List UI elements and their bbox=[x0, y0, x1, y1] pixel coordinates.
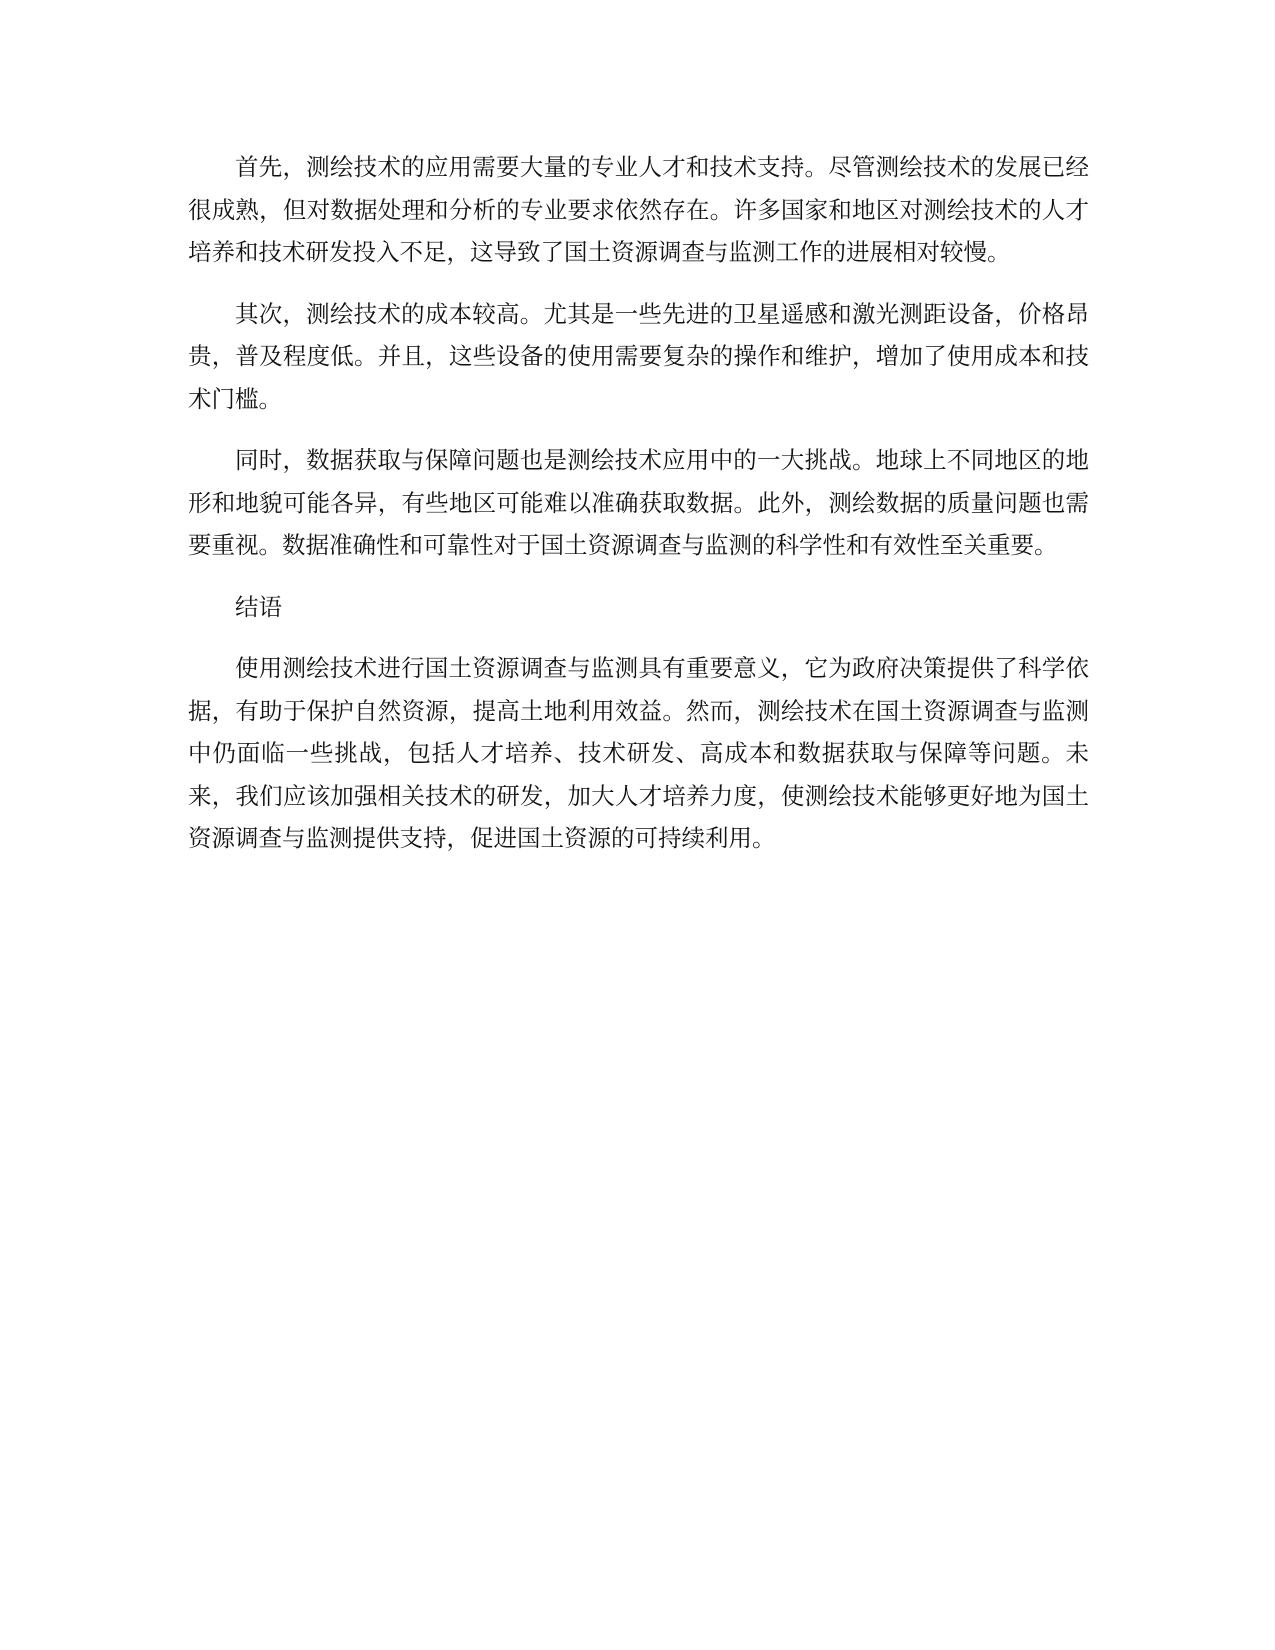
paragraph-data-acquisition: 同时，数据获取与保障问题也是测绘技术应用中的一大挑战。地球上不同地区的地形和地貌可能各异，有些地区可能难以准确获取数据。此外，测绘数据的质量问题也需要重视。数据准确性和可靠性对于国土资源调查与监测的科学性和有效性至关重要。 bbox=[188, 446, 1089, 559]
paragraph-talent-and-support: 首先，测绘技术的应用需要大量的专业人才和技术支持。尽管测绘技术的发展已经很成熟，但对数据处理和分析的专业要求依然存在。许多国家和地区对测绘技术的人才培养和技术研发投入不足，这导致了国土资源调查与监测工作的进展相对较慢。 bbox=[188, 153, 1089, 266]
conclusion-heading: 结语 bbox=[235, 592, 282, 621]
paragraph-high-cost: 其次，测绘技术的成本较高。尤其是一些先进的卫星遥感和激光测距设备，价格昂贵，普及程度低。并且，这些设备的使用需要复杂的操作和维护，增加了使用成本和技术门槛。 bbox=[188, 299, 1089, 413]
paragraph-conclusion: 使用测绘技术进行国土资源调查与监测具有重要意义，它为政府决策提供了科学依据，有助于保护自然资源，提高土地利用效益。然而，测绘技术在国土资源调查与监测中仍面临一些挑战，包括人才培养、技术研发、高成本和数据获取与保障等问题。未来，我们应该加强相关技术的研发，加大人才培养力度，使测绘技术能够更好地为国土资源调查与监测提供支持，促进国土资源的可持续利用。 bbox=[188, 654, 1089, 852]
document-body bbox=[188, 146, 1089, 879]
